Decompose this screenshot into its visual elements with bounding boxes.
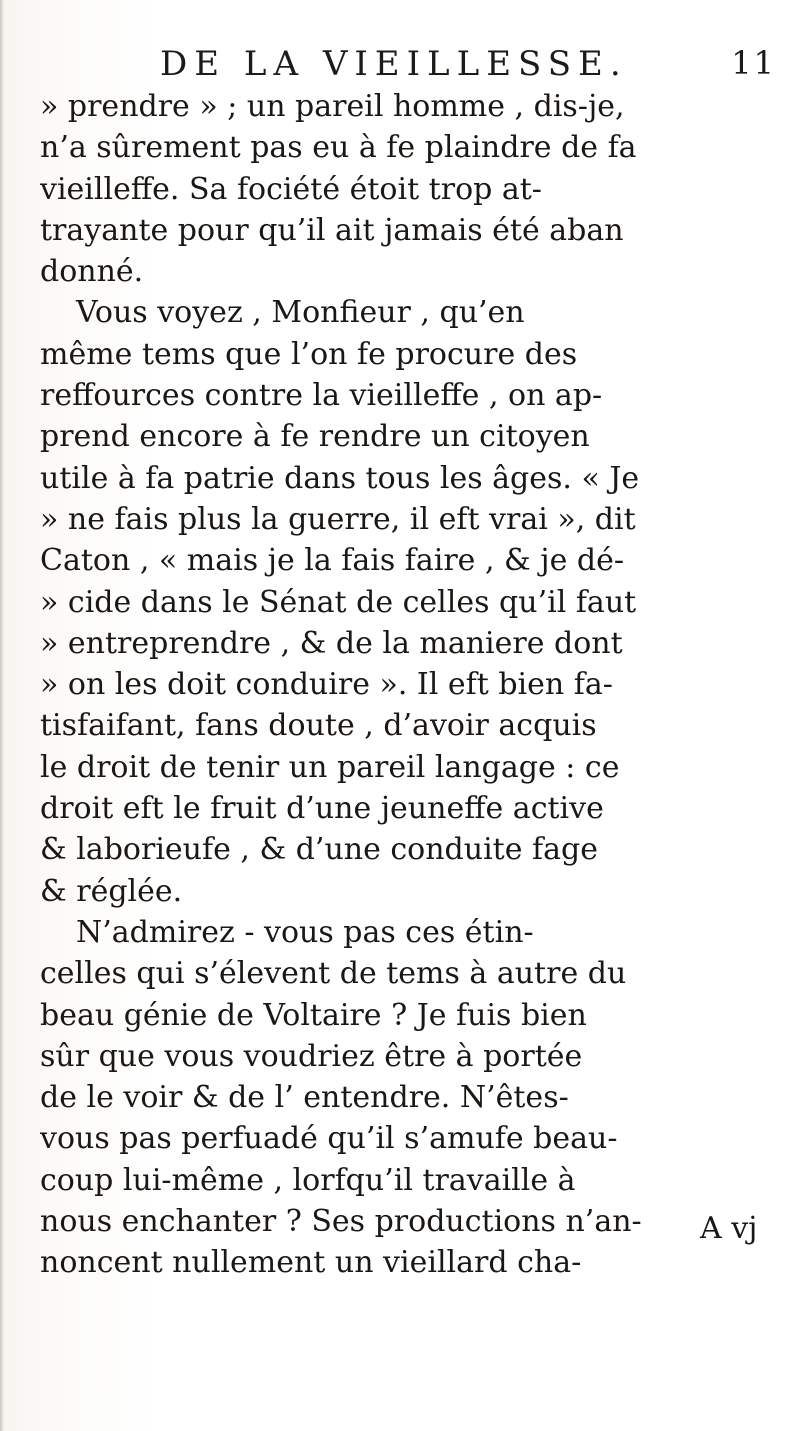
text-line: nous enchanter ? Ses productions n’an- — [40, 1204, 642, 1240]
text-line: même tems que l’on fe procure des — [40, 336, 578, 372]
text-line: » ne fais plus la guerre, il eft vrai », dit — [40, 501, 636, 537]
text-line: Caton , « mais je la fais faire , & je dé- — [40, 543, 624, 579]
text-line: tisfaifant, fans doute , d’avoir acquis — [40, 708, 597, 744]
text-line: noncent nullement un vieillard cha- — [40, 1245, 582, 1281]
text-line: de le voir & de l’ entendre. N’êtes- — [40, 1080, 569, 1116]
text-line: donné. — [40, 254, 144, 290]
text-line: & laborieufe , & d’une conduite fage — [40, 832, 598, 868]
text-line: » cide dans le Sénat de celles qu’il faut — [40, 584, 637, 620]
paragraph-start-line: N’admirez - vous pas ces étin- — [76, 914, 534, 950]
page-gutter-shadow — [0, 0, 4, 1431]
text-line: n’a sûrement pas eu à fe plaindre de fa — [40, 130, 637, 166]
text-line: vieilleffe. Sa fociété étoit trop at- — [40, 171, 542, 207]
text-line: vous pas perfuadé qu’il s’amufe beau- — [40, 1121, 618, 1157]
text-line: celles qui s’élevent de tems à autre du — [40, 956, 627, 992]
text-line: & réglée. — [40, 873, 183, 909]
text-line: » entreprendre , & de la maniere dont — [40, 625, 623, 661]
page-header — [160, 44, 780, 88]
text-line: » on les doit conduire ». Il eft bien fa- — [40, 667, 613, 703]
text-line: utile à fa patrie dans tous les âges. « Je — [40, 460, 640, 496]
signature-mark: A vj — [700, 1211, 758, 1246]
text-line: coup lui-même , lorfqu’il travaille à — [40, 1162, 576, 1198]
text-line: droit eft le fruit d’une jeuneffe active — [40, 791, 604, 827]
text-line: prend encore à fe rendre un citoyen — [40, 419, 590, 455]
paragraph-start-line: Vous voyez , Monfieur , qu’en — [76, 295, 525, 331]
running-title: DE LA VIEILLESSE. — [160, 44, 628, 84]
text-line: » prendre » ; un pareil homme , dis-je, — [40, 89, 625, 124]
text-line: beau génie de Voltaire ? Je fuis bien — [40, 997, 587, 1033]
text-line: sûr que vous voudriez être à portée — [40, 1038, 583, 1074]
body-text — [40, 86, 784, 1284]
text-line: le droit de tenir un pareil langage : ce — [40, 749, 620, 785]
text-line: reffources contre la vieilleffe , on ap- — [40, 378, 603, 414]
page-number: 11 — [731, 44, 776, 82]
text-line: trayante pour qu’il ait jamais été aban — [40, 212, 624, 248]
